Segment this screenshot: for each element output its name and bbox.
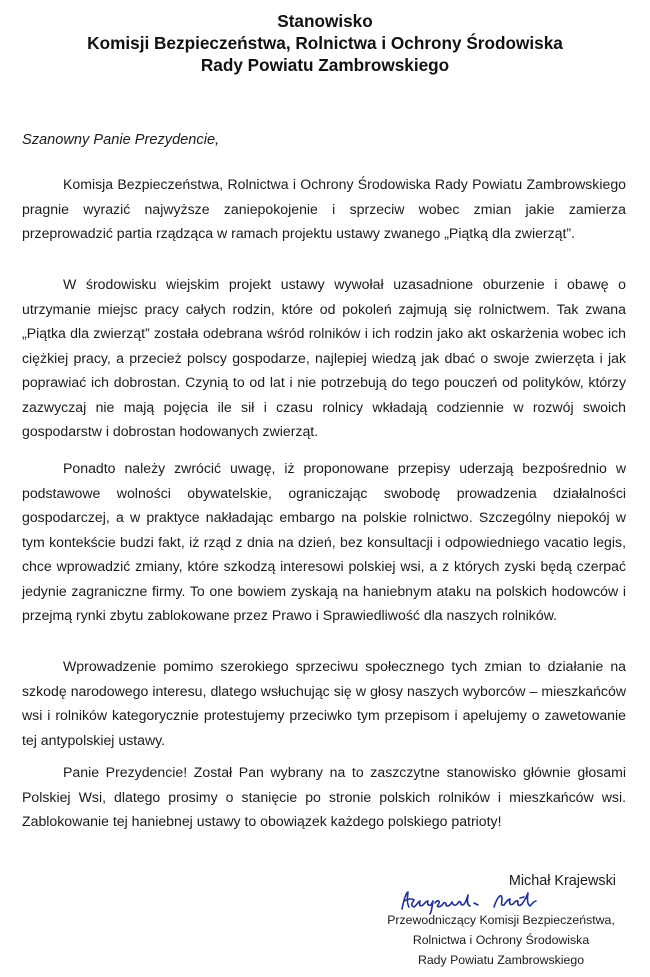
- role-line: Rady Powiatu Zambrowskiego: [417, 953, 585, 967]
- signatory-name: Michał Krajewski: [508, 873, 616, 889]
- paragraph: W środowisku wiejskim projekt ustawy wywołał uzasadnione oburzenie i obawę o utrzymanie miejsc pracy całych rodzin, które od pokoleń zajmują się rolnictwem. Tak zwana „Piątka dla zwierząt” została odebrana wśród rolników i ich rodzin jako akt oskarżenia wobec ich ciężkiej pracy, a przecież polscy gospodarze, najlepiej wiedzą jak dbać o swoje zwierzęta i jak poprawiać ich dobrostan. Czynią to od lat i nie potrzebują do tego pouczeń od polityków, którzy zazwyczaj nie mają pojęcia ile sił i czasu rolnicy wkładają codziennie w rozwój swoich gospodarstw i dobrostan hodowanych zwierząt.: [22, 276, 626, 439]
- role-line: Przewodniczący Komisji Bezpieczeństwa,: [387, 913, 615, 927]
- role-line: Rolnictwa i Ochrony Środowiska: [412, 933, 590, 947]
- title-line-1: Stanowisko: [277, 11, 373, 31]
- document-title: [0, 10, 650, 76]
- paragraph: Ponadto należy zwrócić uwagę, iż proponowane przepisy uderzają bezpośrednio w podstawowe wolności obywatelskie, ograniczając swobodę prowadzenia działalności gospodarczej, a w praktyce nakładając embargo na polskie rolnictwo. Szczególny niepokój w tym kontekście budzi fakt, iż rząd z dnia na dzień, bez konsultacji i odpowiedniego vacatio legis, chce wprowadzić zmiany, które szkodzą interesowi polskiej wsi, a z których zyski będą czerpać jedynie zagraniczne firmy. To one bowiem zyskają na haniebnym ataku na polskich hodowców i przejmą rynki zbytu zablokowane przez Prawo i Sprawiedliwość dla naszych rolników.: [22, 460, 626, 623]
- signatory-role: [376, 910, 626, 970]
- title-line-3: Rady Powiatu Zambrowskiego: [200, 55, 450, 75]
- salutation: Szanowny Panie Prezydencie,: [22, 132, 220, 148]
- paragraph: Komisja Bezpieczeństwa, Rolnictwa i Ochrony Środowiska Rady Powiatu Zambrowskiego pragnie wyrazić najwyższe zaniepokojenie i sprzeciw wobec zmian jakie zamierza przeprowadzić partia rządząca w ramach projektu ustawy zwanego „Piątką dla zwierząt”.: [22, 176, 626, 241]
- paragraph: Wprowadzenie pomimo szerokiego sprzeciwu społecznego tych zmian to działanie na szkodę narodowego interesu, dlatego wsłuchując się w głosy naszych wyborców – mieszkańców wsi i rolników kategorycznie protestujemy przeciwko tym przepisom i apelujemy o zawetowanie tej antypolskiej ustawy.: [22, 658, 626, 748]
- paragraph: Panie Prezydencie! Został Pan wybrany na to zaszczytne stanowisko głównie głosami Polskiej Wsi, dlatego prosimy o stanięcie po stronie polskich rolników i mieszkańców wsi. Zablokowanie tej haniebnej ustawy to obowiązek każdego polskiego patrioty!: [22, 764, 626, 829]
- title-line-2: Komisji Bezpieczeństwa, Rolnictwa i Ochrony Środowiska: [87, 33, 563, 53]
